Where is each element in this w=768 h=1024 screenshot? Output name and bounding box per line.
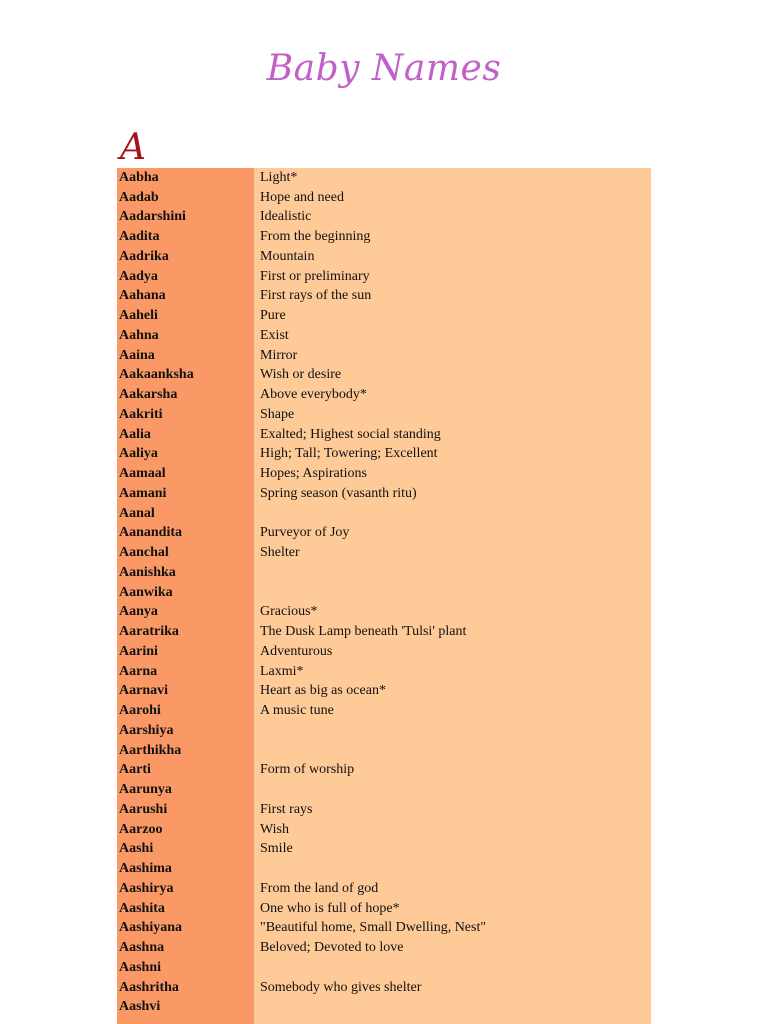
name-meaning-cell: First rays of the sun [260,288,372,304]
table-row [117,800,651,820]
name-meaning-cell: Adventurous [260,643,333,659]
baby-name-cell: Aaheli [119,308,158,324]
name-meaning-cell: From the land of god [260,880,379,896]
name-meaning-cell: Heart as big as ocean* [260,683,386,699]
table-row [117,188,651,208]
name-meaning-cell: Light* [260,169,298,185]
baby-name-cell: Aaratrika [119,624,179,640]
names-table [117,168,651,1024]
name-meaning-cell: Gracious* [260,604,318,620]
baby-name-cell: Aarthikha [119,742,182,758]
table-row [117,524,651,544]
table-row [117,247,651,267]
baby-name-cell: Aamaal [119,466,166,482]
names-list [117,168,651,1017]
table-row [117,978,651,998]
table-row [117,543,651,563]
name-meaning-cell: From the beginning [260,229,371,245]
baby-name-cell: Aanchal [119,545,169,561]
name-meaning-cell: Laxmi* [260,663,304,679]
name-meaning-cell: High; Tall; Towering; Excellent [260,446,438,462]
name-meaning-cell: Pure [260,308,286,324]
table-row [117,701,651,721]
table-row [117,899,651,919]
name-meaning-cell: Smile [260,841,293,857]
baby-name-cell: Aashna [119,940,165,956]
name-meaning-cell: Purveyor of Joy [260,525,350,541]
table-row [117,622,651,642]
name-meaning-cell: Shape [260,406,295,422]
section-letter: A [120,127,146,168]
table-row [117,464,651,484]
name-meaning-cell: Form of worship [260,762,355,778]
table-row [117,227,651,247]
table-row [117,682,651,702]
table-row [117,366,651,386]
table-row [117,484,651,504]
table-row [117,642,651,662]
table-row [117,306,651,326]
table-row [117,326,651,346]
table-row [117,958,651,978]
table-row [117,820,651,840]
baby-name-cell: Aashirya [119,880,174,896]
name-meaning-cell: Idealistic [260,209,312,225]
baby-name-cell: Aashritha [119,979,179,995]
baby-name-cell: Aabha [119,169,159,185]
baby-name-cell: Aarunya [119,782,172,798]
name-meaning-cell: Wish or desire [260,367,342,383]
table-row [117,208,651,228]
name-meaning-cell: Above everybody* [260,387,367,403]
table-row [117,859,651,879]
baby-name-cell: Aahna [119,327,159,343]
table-row [117,761,651,781]
document-title: Baby Names [266,48,502,89]
table-row [117,998,651,1018]
baby-name-cell: Aarti [119,762,151,778]
baby-name-cell: Aadita [119,229,160,245]
baby-name-cell: Aashni [119,959,162,975]
name-meaning-cell: Mirror [260,347,298,363]
table-row [117,780,651,800]
baby-name-cell: Aadrika [119,248,169,264]
table-row [117,603,651,623]
baby-name-cell: Aamani [119,485,167,501]
table-row [117,425,651,445]
name-meaning-cell: Exist [260,327,289,343]
table-row [117,583,651,603]
name-meaning-cell: Shelter [260,545,300,561]
table-row [117,385,651,405]
name-meaning-cell: The Dusk Lamp beneath 'Tulsi' plant [260,624,467,640]
table-row [117,919,651,939]
baby-name-cell: Aashita [119,900,165,916]
baby-name-cell: Aalia [119,426,151,442]
table-row [117,168,651,188]
baby-name-cell: Aakriti [119,406,163,422]
name-meaning-cell: First rays [260,801,313,817]
baby-name-cell: Aashvi [119,999,161,1015]
baby-name-cell: Aakarsha [119,387,178,403]
table-row [117,346,651,366]
name-meaning-cell: A music tune [260,703,334,719]
name-meaning-cell: Exalted; Highest social standing [260,426,441,442]
baby-name-cell: Aarshiya [119,722,174,738]
name-meaning-cell: Spring season (vasanth ritu) [260,485,417,501]
baby-name-cell: Aarini [119,643,158,659]
baby-name-cell: Aarna [119,663,158,679]
baby-name-cell: Aanya [119,604,158,620]
baby-name-cell: Aarushi [119,801,168,817]
table-row [117,445,651,465]
name-meaning-cell: Hope and need [260,189,344,205]
table-row [117,721,651,741]
name-meaning-cell: Somebody who gives shelter [260,979,422,995]
table-row [117,879,651,899]
name-meaning-cell: Mountain [260,248,315,264]
baby-name-cell: Aanal [119,505,155,521]
table-row [117,504,651,524]
baby-name-cell: Aashi [119,841,154,857]
baby-name-cell: Aashiyana [119,920,183,936]
table-row [117,938,651,958]
name-meaning-cell: Beloved; Devoted to love [260,940,404,956]
baby-name-cell: Aakaanksha [119,367,194,383]
baby-name-cell: Aarzoo [119,821,163,837]
table-row [117,563,651,583]
table-row [117,840,651,860]
table-row [117,741,651,761]
baby-name-cell: Aadab [119,189,159,205]
table-row [117,662,651,682]
baby-name-cell: Aarohi [119,703,161,719]
name-meaning-cell: One who is full of hope* [260,900,400,916]
baby-name-cell: Aadarshini [119,209,186,225]
baby-name-cell: Aarnavi [119,683,168,699]
name-meaning-cell: First or preliminary [260,268,370,284]
baby-name-cell: Aaina [119,347,155,363]
name-meaning-cell: Hopes; Aspirations [260,466,367,482]
baby-name-cell: Aanwika [119,584,173,600]
baby-name-cell: Aadya [119,268,158,284]
table-row [117,267,651,287]
baby-name-cell: Aashima [119,861,172,877]
name-meaning-cell: Wish [260,821,289,837]
name-meaning-cell: "Beautiful home, Small Dwelling, Nest" [260,920,487,936]
table-row [117,405,651,425]
baby-name-cell: Aanishka [119,564,176,580]
baby-name-cell: Aanandita [119,525,183,541]
baby-name-cell: Aahana [119,288,166,304]
table-row [117,287,651,307]
baby-name-cell: Aaliya [119,446,158,462]
